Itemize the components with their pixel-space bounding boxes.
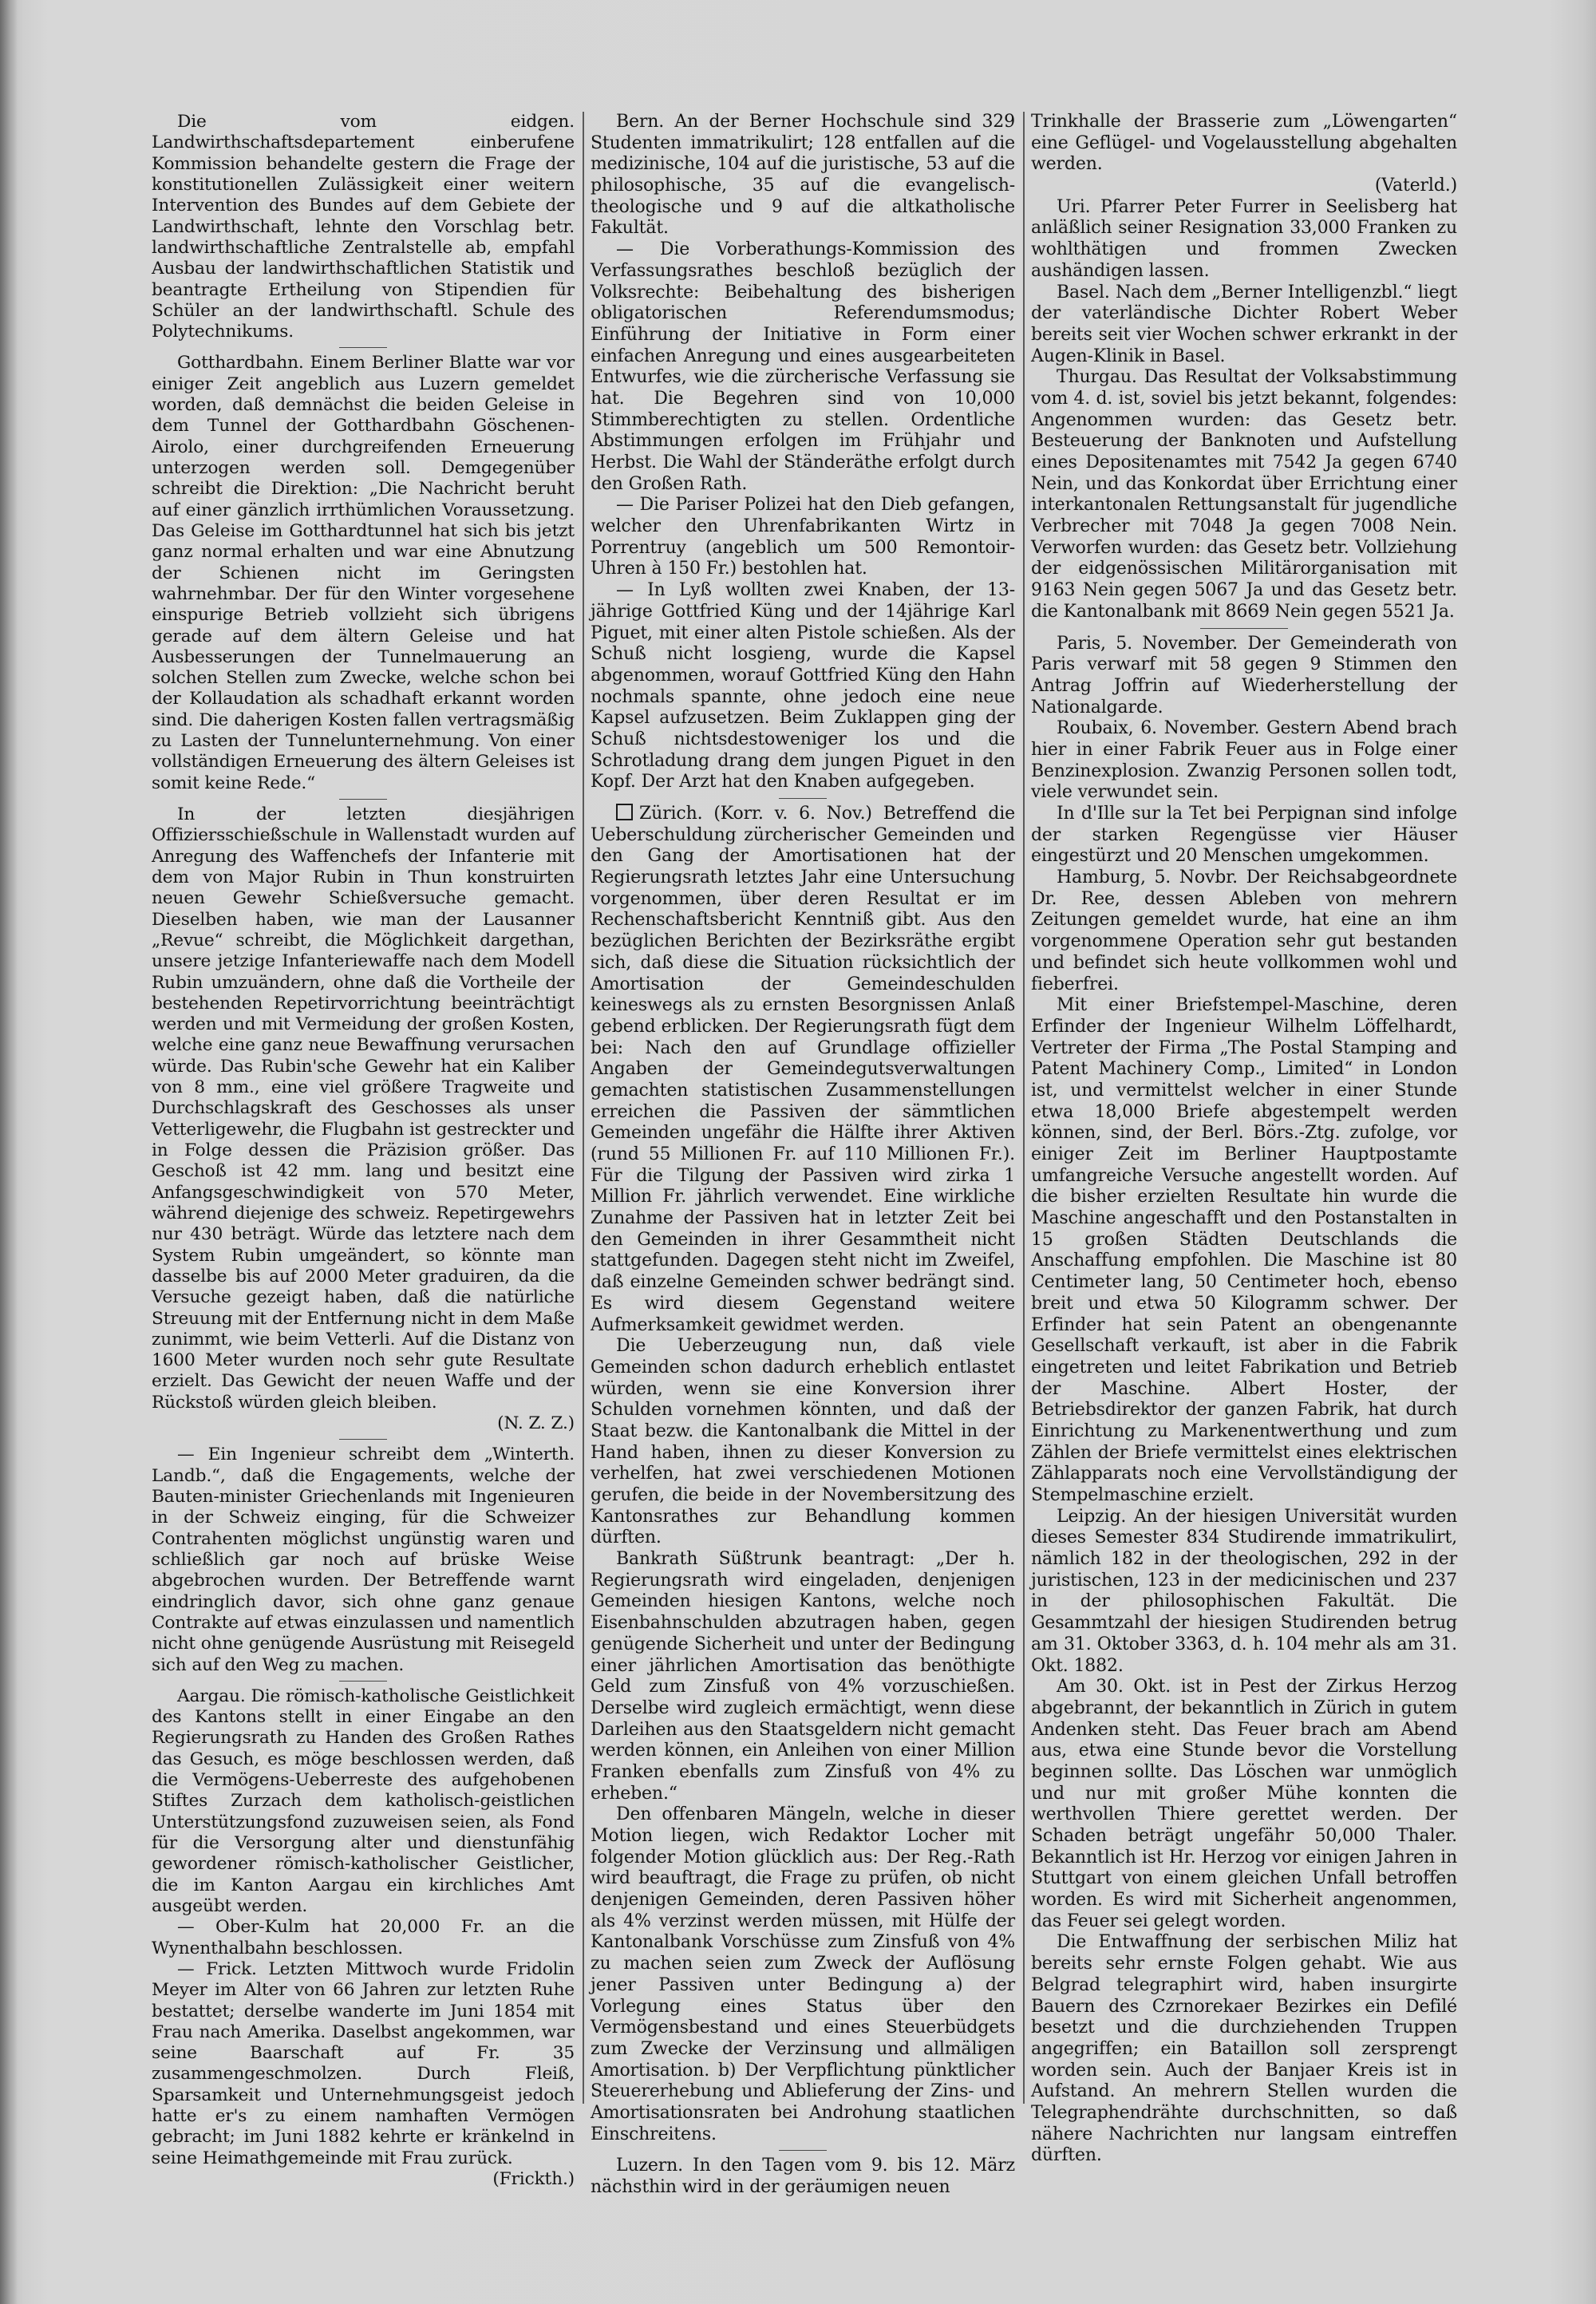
article-zirkus-herzog: Am 30. Okt. ist in Pest der Zirkus Herzog abgebrannt, der bekanntlich in Zürich in gutem Andenken steht. Das Feuer brach am Abend aus, etwa eine Stunde bevor die Vorstellung beginnen sollte. Das Löschen war unmöglich und nur mit großer Mühe konnten die werthvollen Thiere gerettet werden. Der Schaden beträgt ungefähr 50,000 Thaler. Bekanntlich ist Hr. Herzog vor einigen Jahren in Stuttgart von einem gleichen Unfall betroffen worden. Es wird mit Sicherheit angenommen, das Feuer sei gelegt worden. [1031,1677,1457,1931]
article-aargau: Aargau. Die römisch-katholische Geistlichkeit des Kantons stellt in einer Eingabe an den Regierungsrath zu Handen des Großen Rathes das Gesuch, es möge beschlossen werden, daß die Vermögens-Ueberreste des aufgehobenen Stiftes Zurzach dem katholisch-geistlichen Unterstützungsfond zuzuweisen seien, als Fond für die Versorgung alter und dienstunfähig gewordener römisch-katholischer Geistlicher, die im Kanton Aargau ein kirchliches Amt ausgeübt werden. [152,1686,575,1916]
column-left [152,112,575,2190]
binding-edge [0,0,18,2304]
article-ille-sur-la-tet: In d'Ille sur la Tet bei Perpignan sind infolge der starken Regengüsse vier Häuser eingestürzt und 20 Menschen umgekommen. [1031,804,1457,867]
correspondent-box-icon [616,804,633,820]
article-basel: Basel. Nach dem „Berner Intelligenzbl.“ liegt der vaterländische Dichter Robert Weber bereits seit vier Wochen schwer erkrankt in der Augen-Klinik in Basel. [1031,282,1457,366]
article-hamburg: Hamburg, 5. Novbr. Der Reichsabgeordnete Dr. Ree, dessen Ableben von mehrern Zeitungen gemeldet wurde, hat eine an ihm vorgenommene Operation sehr gut bestanden und befindet sich heute vollkommen wohl und fieberfrei. [1031,867,1457,994]
source-nzz: (N. Z. Z.) [497,1413,575,1434]
article-suesstrunk-motion: Bankrath Süßtrunk beantragt: „Der h. Regierungsrath wird eingeladen, denjenigen Gemeinden hiesigen Kantons, welche noch Eisenbahnschulden abzutragen haben, gegen genügende Sicherheit und unter der Bedingung einer jährlichen Amortisation das benöthigte Geld zum Zinsfuß von 4% vorzuschießen. Derselbe wird zugleich ermächtigt, wenn diese Darleihen aus den Staatsgeldern nicht gemacht werden können, ein Anleihen von einer Million Franken ebenfalls zum Zinsfuß von 4% zu erheben.“ [591,1549,1015,1804]
source-vaterld: (Vaterld.) [1374,176,1457,196]
article-pariser-polizei: — Die Pariser Polizei hat den Dieb gefangen, welcher den Uhrenfabrikanten Wirtz in Porrentruy (angeblich um 500 Remontoir-Uhren à 150 Fr.) bestohlen hat. [591,495,1015,579]
column-rule-right [1023,112,1025,2104]
article-zuerich-text: Zürich. (Korr. v. 6. Nov.) Betreffend die Ueberschuldung zürcherischer Gemeinden und den Gang der Amortisationen hat der Regierungsrath letztes Jahr eine Untersuchung vorgenommen, über deren Resultat er im Rechenschaftsbericht Kenntniß gibt. Aus den bezüglichen Berichten der Bezirksräthe ergibt sich, daß diese die Situation rücksichtlich der Amortisation der Gemeindeschulden keineswegs als zu ernsten Besorgnissen Anlaß gebend erblicken. Der Regierungsrath fügt dem bei: Nach den auf Grundlage offizieller Angaben der Gemeindegutsverwaltungen gemachten statistischen Zusammenstellungen erreichen die Passiven der sämmtlichen Gemeinden ungefähr die Hälfte ihrer Aktiven (rund 55 Millionen Fr. auf 110 Millionen Fr.). Für die Tilgung der Passiven wird zirka 1 Million Fr. jährlich verwendet. Eine wirkliche Zunahme der Passiven hat in letzter Zeit bei den Gemeinden in ihrer Gesammtheit nicht stattgefunden. Dagegen steht nicht im Zweifel, daß einzelne Gemeinden schwer bedrängt sind. Es wird diesem Gegenstand weitere Aufmerksamkeit gewidmet werden. [591,804,1015,1335]
separator [779,2150,827,2151]
article-konversion: Die Ueberzeugung nun, daß viele Gemeinden schon dadurch erheblich entlastet würden, wenn sie eine Konversion ihrer Schulden vornehmen könnten, und daß der Staat bezw. die Kantonalbank die Mittel in der Hand haben, ihnen zu dieser Konversion zu verhelfen, hat zwei verschiedenen Motionen gerufen, die beide in der Novembersitzung des Kantonsrathes zur Behandlung kommen dürften. [591,1336,1015,1548]
article-lyss: — In Lyß wollten zwei Knaben, der 13-jährige Gottfried Küng und der 14jährige Karl Piguet, mit einer alten Pistole schießen. Als der Schuß nicht losgieng, wurde die Kapsel abgenommen, worauf Gottfried Küng den Hahn nochmals spannte, ohne jedoch eine neue Kapsel aufzusetzen. Beim Zuklappen ging der Schuß nichtsdestoweniger los und die Schrotladung drang dem jungen Piguet in den Kopf. Der Arzt hat den Knaben aufgegeben. [591,580,1015,792]
separator [339,347,387,348]
article-bern-hochschule: Bern. An der Berner Hochschule sind 329 Studenten immatrikulirt; 128 entfallen auf die medizinische, 104 auf die juristische, 53 auf die philosophische, 35 auf die evangelisch-theologische und 9 auf die altkatholische Fakultät. [591,112,1015,239]
article-ober-kulm: — Ober-Kulm hat 20,000 Fr. an die Wynenthalbahn beschlossen. [152,1917,575,1958]
article-leipzig: Leipzig. An der hiesigen Universität wurden dieses Semester 834 Studirende immatrikulirt, nämlich 182 in der theologischen, 292 in der juristischen, 123 in der medicinischen und 237 in der philosophischen Fakultät. Die Gesammtzahl der hiesigen Studirenden betrug am 31. Oktober 3363, d. h. 104 mehr als am 31. Okt. 1882. [1031,1506,1457,1676]
column-rule-left [583,112,584,2104]
article-luzern: Luzern. In den Tagen vom 9. bis 12. März nächsthin wird in der geräumigen neuen [591,2156,1015,2197]
article-serbische-miliz: Die Entwaffnung der serbischen Miliz hat bereits sehr ernste Folgen gehabt. Wie aus Belgrad telegraphirt wird, haben insurgirte Bauern des Czrnorekaer Bezirkes ein Defilé besetzt und die durchziehenden Truppen angegriffen; ein Bataillon soll zersprengt worden sein. Auch der Banjaer Kreis ist in Aufstand. An mehrern Stellen wurden die Telegraphendrähte durchschnitten, so daß nähere Nachrichten nur langsam eintreffen dürften. [1031,1932,1457,2166]
article-locher-motion: Den offenbaren Mängeln, welche in dieser Motion liegen, wich Redaktor Locher mit folgender Motion glücklich aus: Der Reg.-Rath wird beauftragt, die Frage zu prüfen, ob nicht denjenigen Gemeinden, deren Passiven höher als 4% verzinst werden müssen, mit Hülfe der Kantonalbank Vorschüsse zum Zinsfuß von 4% zu machen seien zum Zweck der Auflösung jener Passiven unter Bedingung a) der Vorlegung eines Status über den Vermögensbestand und eines Steuerbüdgets zum Zwecke der Verzinsung und allmäligen Amortisation. b) Der Verpflichtung pünktlicher Steuererhebung und Ablieferung der Zins- und Amortisationsraten bei Androhung staatlichen Einschreitens. [591,1804,1015,2144]
article-uri: Uri. Pfarrer Peter Furrer in Seelisberg hat anläßlich seiner Resignation 33,000 Franken zu wohlthätigen und frommen Zwecken aushändigen lassen. [1031,196,1457,281]
article-briefstempel-maschine: Mit einer Briefstempel-Maschine, deren Erfinder der Ingenieur Wilhelm Löffelhardt, Vertreter der Firma „The Postal Stamping and Patent Machinery Comp., Limited“ in London ist, und vermittelst welcher in einer Stunde etwa 18,000 Briefe abgestempelt werden können, sind, der Berl. Börs.-Ztg. zufolge, vor einiger Zeit im Berliner Hauptpostamte umfangreiche Versuche angestellt worden. Auf die bisher erzielten Resultate hin wurde die Maschine angeschafft und den Postanstalten in 15 großen Städten Deutschlands die Anschaffung empfohlen. Die Maschine ist 80 Centimeter lang, 50 Centimeter hoch, ebenso breit und etwa 50 Kilogramm schwer. Der Erfinder hat sein Patent an obengenannte Gesellschaft verkauft, ist aber in die Fabrik eingetreten und leitet Fabrikation und Betrieb der Maschine. Albert Hoster, der Betriebsdirektor der ganzen Fabrik, hat durch Einrichtung zu Markenentwerthung und zum Zählen der Briefe vermittelst eines elektrischen Zählapparats noch eine Vervollständigung der Stempelmaschine erzielt. [1031,995,1457,1505]
separator [779,798,827,799]
article-zuerich [591,804,1015,1336]
article-landwirthschaft: Die vom eidgen. Landwirthschaftsdepartement einberufene Kommission behandelte gestern die Frage der konstitutionellen Zulässigkeit einer weitern Intervention des Bundes auf dem Gebiete der Landwirthschaft, lehnte den Vorschlag betr. landwirthschaftliche Zentralstelle ab, empfahl Ausbau der landwirthschaftlichen Statistik und beantragte Ertheilung von Stipendien für Schüler an der landwirthschaftl. Schule des Polytechnikums. [152,112,575,342]
article-frick: — Frick. Letzten Mittwoch wurde Fridolin Meyer im Alter von 66 Jahren zur letzten Ruhe bestattet; derselbe wanderte im Juni 1854 mit Frau nach Amerika. Daselbst angekommen, war seine Baarschaft auf Fr. 35 zusammengeschmolzen. Durch Fleiß, Sparsamkeit und Unternehmungsgeist jedoch hatte er's zu einem namhaften Vermögen gebracht; im Juni 1882 kehrte er kränkelnd in seine Heimathgemeinde mit Frau zurück. [152,1958,575,2168]
source-frickth: (Frickth.) [492,2169,575,2189]
article-roubaix: Roubaix, 6. November. Gestern Abend brach hier in einer Fabrik Feuer aus in Folge einer Benzinexplosion. Zwanzig Personen sollen todt, viele verwundet sein. [1031,718,1457,803]
article-thurgau: Thurgau. Das Resultat der Volksabstimmung vom 4. d. ist, soviel bis jetzt bekannt, folgendes: Angenommen wurden: das Gesetz betr. Besteuerung der Banknoten und Aufstellung eines Depositenamtes mit 7542 Ja gegen 6740 Nein, und das Konkordat über Errichtung einer interkantonalen Rettungsanstalt für jugendliche Verbrecher mit 7048 Ja gegen 7008 Nein. Verworfen wurden: das Gesetz betr. Vollziehung der eidgenössischen Militärorganisation mit 9163 Nein gegen 5067 Ja und das Gesetz betr. die Kantonalbank mit 8669 Nein gegen 5521 Ja. [1031,367,1457,622]
separator [339,1681,387,1682]
separator [339,799,387,800]
separator [339,1439,387,1440]
article-ingenieur-griechenland: — Ein Ingenieur schreibt dem „Winterth. Landb.“, daß die Engagements, welche der Bauten-minister Griechenlands mit Ingenieuren in der Schweiz einging, für die Schweizer Contrahenten möglichst ungünstig waren und schließlich gar noch auf brüske Weise abgebrochen wurden. Der Betreffende warnt eindringlich davor, sich ohne ganz genaue Contrakte auf etwas einzulassen und namentlich nicht ohne genügende Ausrüstung mit Reisegeld sich auf den Weg zu machen. [152,1444,575,1675]
column-right [1031,112,1457,2167]
article-luzern-continued: Trinkhalle der Brasserie zum „Löwengarten“ eine Geflügel- und Vogelausstellung abgehalten werden. [1031,112,1457,175]
article-gotthardbahn: Gotthardbahn. Einem Berliner Blatte war vor einiger Zeit angeblich aus Luzern gemeldet worden, daß demnächst die beiden Geleise in dem Tunnel der Gotthardbahn Göschenen-Airolo, einer durchgreifenden Erneuerung unterzogen werden soll. Demgegenüber schreibt die Direktion: „Die Nachricht beruht auf einer gänzlich irrthümlichen Voraussetzung. Das Geleise im Gotthardtunnel hat sich bis jetzt ganz normal erhalten und war eine Abnutzung der Schienen nicht im Geringsten wahrnehmbar. Der für den Winter vorgesehene einspurige Betrieb vollzieht sich übrigens gerade auf dem ältern Geleise und hat Ausbesserungen der Tunnelmauerung an solchen Stellen zum Zwecke, welche schon bei der Kollaudation als schadhaft erkannt worden sind. Die daherigen Kosten fallen vertragsmäßig zu Lasten der Tunnelunternehmung. Von einer vollständigen Erneuerung des ältern Geleises ist somit keine Rede.“ [152,353,575,793]
separator [1200,628,1288,629]
article-paris: Paris, 5. November. Der Gemeinderath von Paris verwarf mit 58 gegen 9 Stimmen den Antrag Joffrin auf Wiederherstellung der Nationalgarde. [1031,633,1457,717]
article-verfassungsrath: — Die Vorberathungs-Kommission des Verfassungsrathes beschloß bezüglich der Volksrechte: Beibehaltung des bisherigen obligatorischen Referendumsmodus; Einführung der Initiative in Form einer einfachen Anregung und eines ausgearbeiteten Entwurfes, wie die zürcherische Verfassung sie hat. Die Begehren sind von 10,000 Stimmberechtigten zu stellen. Ordentliche Abstimmungen erfolgen im Frühjahr und Herbst. Die Wahl der Ständeräthe erfolgt durch den Großen Rath. [591,239,1015,494]
column-middle [591,112,1015,2199]
article-offiziersschiessschule: In der letzten diesjährigen Offiziersschießschule in Wallenstadt wurden auf Anregung des Waffenchefs der Infanterie mit dem von Major Rubin in Thun konstruirten neuen Gewehr Schießversuche gemacht. Dieselben haben, wie man der Lausanner „Revue“ schreibt, die Möglichkeit dargethan, unsere jetzige Infanteriewaffe nach dem Modell Rubin umzuändern, ohne daß die Vortheile der bestehenden Repetirvorrichtung beeinträchtigt werden und mit Vermeidung der großen Kosten, welche eine ganz neue Bewaffnung verursachen würde. Das Rubin'sche Gewehr hat ein Kaliber von 8 mm., eine viel größere Tragweite und Durchschlagskraft des Geschosses als unser Vetterligewehr, die Flugbahn ist gestreckter und in Folge dessen die Präzision größer. Das Geschoß ist 42 mm. lang und besitzt eine Anfangsgeschwindigkeit von 570 Meter, während diejenige des schweiz. Repetirgewehrs nur 430 beträgt. Würde das letztere nach dem System Rubin umgeändert, so könnte man dasselbe bis auf 2000 Meter graduiren, da die Versuche gezeigt haben, daß die natürliche Streuung mit der Entfernung nicht in dem Maße zunimmt, wie beim Vetterli. Auf die Distanz von 1600 Meter wurden noch sehr gute Resultate erzielt. Das Gewicht der neuen Waffe und der Rückstoß würden gleich bleiben. [152,804,575,1413]
